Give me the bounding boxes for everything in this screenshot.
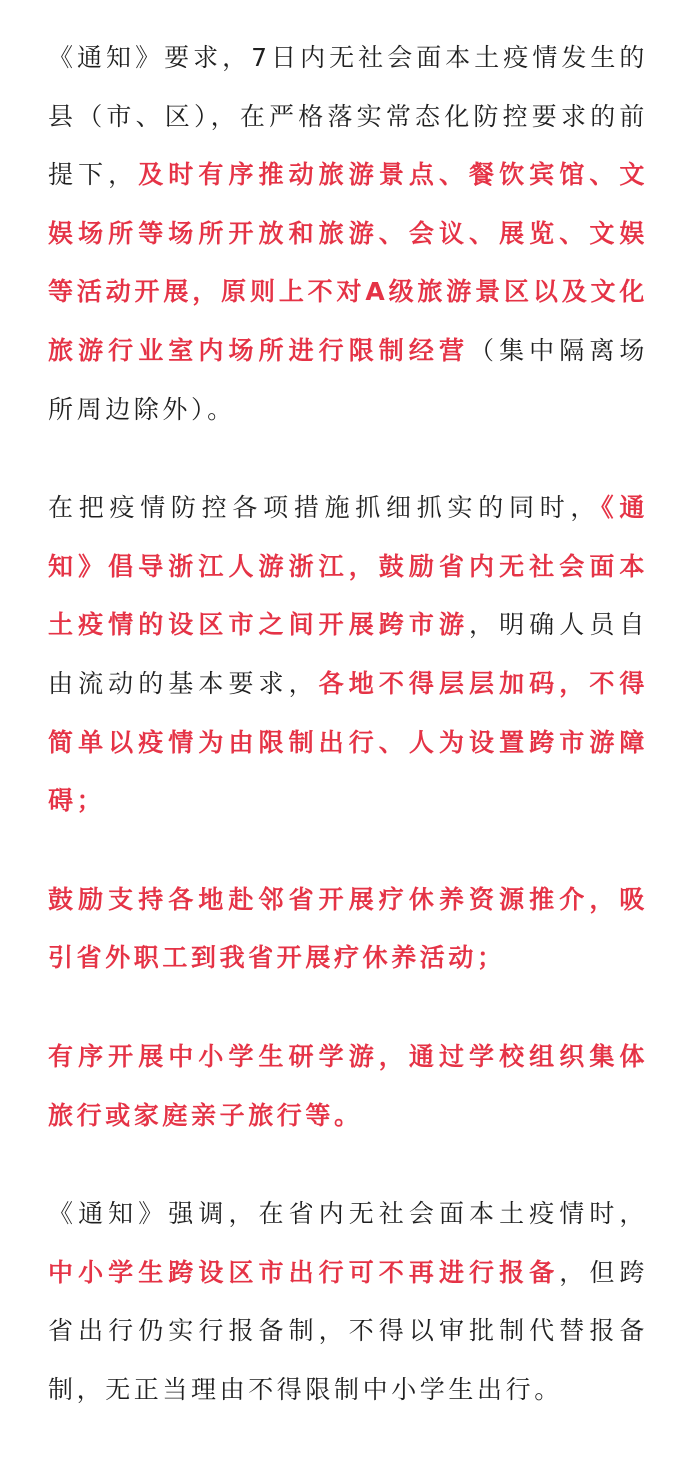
paragraph-4 [48,1028,648,1145]
body-text: ，但跨省出行仍实行报备制，不得以审批制代替报备制，无正当理由不得限制中小学生出行。 [48,1257,648,1404]
highlighted-text: 《通知》倡导浙江人游浙江，鼓励省内无社会面本土疫情的设区市之间开展跨市游 [48,493,648,640]
highlighted-text: 及时有序推动旅游景点、餐饮宾馆、文娱场所等场所开放和旅游、会议、展览、文娱等活动开展，原则上不对A级旅游景区以及文化旅游行业室内场所进行限制经营 [48,160,649,365]
body-text: ，明确人员自由流动的基本要求， [48,610,648,698]
body-text: 《通知》强调，在省内无社会面本土疫情时， [48,1199,648,1229]
highlighted-text: 有序开展中小学生研学游，通过学校组织集体旅行或家庭亲子旅行等。 [48,1041,648,1130]
body-text: （集中隔离场所周边除外）。 [48,335,648,424]
highlighted-text: 中小学生跨设区市出行可不再进行报备 [48,1257,560,1287]
paragraph-5 [48,1185,648,1419]
highlighted-text: 各地不得层层加码，不得简单以疫情为由限制出行、人为设置跨市游障碍； [48,668,649,816]
body-text: 《通知》要求，7日内无社会面本土疫情发生的县（市、区），在严格落实常态化防控要求的前提下， [48,43,648,190]
paragraph-1 [48,29,648,439]
highlighted-text: 鼓励支持各地赴邻省开展疗休养资源推介，吸引省外职工到我省开展疗休养活动； [48,884,648,973]
paragraph-2 [48,479,648,831]
paragraph-3 [48,871,648,988]
body-text: 在把疫情防控各项措施抓细抓实的同时， [48,493,602,523]
article-body [48,29,648,1459]
